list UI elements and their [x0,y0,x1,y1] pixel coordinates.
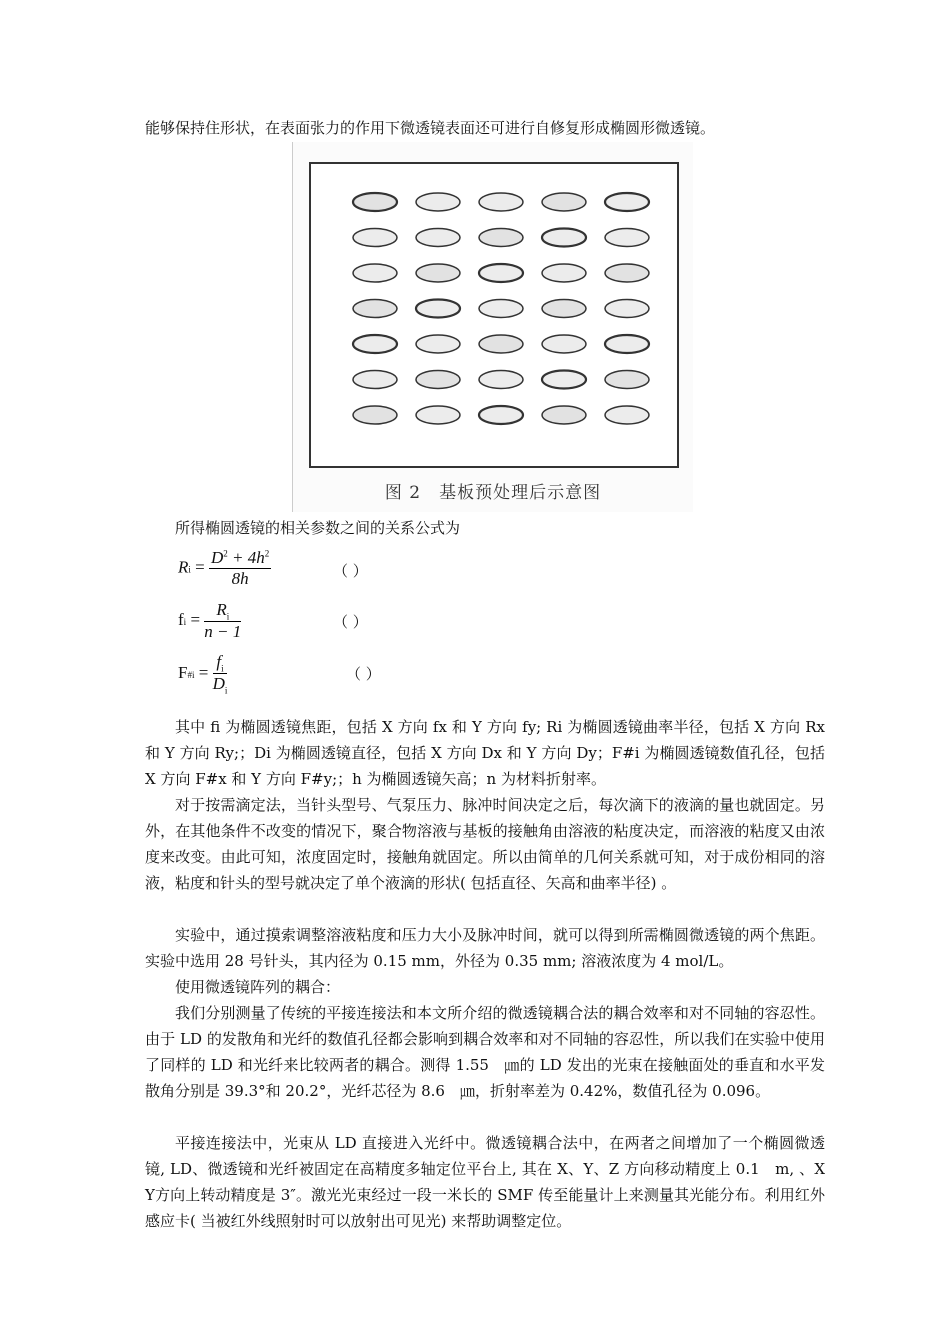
f1-fraction [209,548,271,589]
microlens-ellipse [542,335,586,353]
microlens-ellipse [353,300,397,318]
microlens-ellipse [479,229,523,247]
microlens-ellipse [479,264,523,282]
microlens-ellipse [605,371,649,389]
formula-fnumber: F#i = $\frac{f_i}{D_i}$ [178,652,228,696]
microlens-ellipse [605,406,649,424]
f2-eqno: （ ） [333,613,368,631]
microlens-ellipse [479,300,523,318]
formula-radius: Ri = $\frac{D^2 + 4h^2}{8h}$ [178,548,270,588]
paragraph-butt-coupling: 平接连接法中，光束从 LD 直接进入光纤中。微透镜耦合法中，在两者之间增加了一个椭圆微透镜, LD、微透镜和光纤被固定在高精度多轴定位平台上, 其在 X、Y、Z 方向移动精度上 0.1 m, 、X Y方向上转动精度是 3″。激光光束经过一段一米长的 SMF 传至能量计上来测量其光能分布。利用红外感应卡( 当被红外线照射时可以放射出可见光) 来帮助调整定位。 [145,1134,841,1230]
substrate-frame [309,162,679,468]
microlens-ellipse [353,193,397,211]
microlens-ellipse [479,406,523,424]
microlens-ellipse [542,193,586,211]
f1-lhs-sub: i [188,564,191,575]
figure-2 [292,142,693,512]
f3-eqno: （ ） [346,665,381,683]
microlens-ellipse [353,229,397,247]
microlens-ellipse [479,335,523,353]
microlens-ellipse [353,406,397,424]
f1-numerator: $D^2 + 4h^2$ [211,548,270,567]
microlens-ellipse [605,193,649,211]
paragraph-coupling-heading: 使用微透镜阵列的耦合： [175,978,341,996]
intro-line: 能够保持住形状，在表面张力的作用下微透镜表面还可进行自修复形成椭圆形微透镜。 [145,119,716,137]
microlens-ellipse [416,229,460,247]
f3-numerator: $f_i$ [213,652,228,674]
microlens-ellipse [416,371,460,389]
microlens-ellipse [542,229,586,247]
microlens-ellipse [479,371,523,389]
microlens-ellipse [416,264,460,282]
microlens-ellipse [479,193,523,211]
microlens-ellipse [416,406,460,424]
figure-caption: 图 2 基板预处理后示意图 [384,483,602,503]
microlens-ellipse [416,335,460,353]
microlens-ellipse [605,300,649,318]
microlens-ellipse [542,264,586,282]
f2-denominator: n − 1 [204,622,242,642]
microlens-ellipse [605,335,649,353]
microlens-array [311,164,677,466]
microlens-ellipse [542,371,586,389]
f1-lhs: R [178,557,189,577]
microlens-ellipse [542,300,586,318]
f1-denominator: 8h [231,569,249,588]
formula-focal: fi = $\frac{R_i}{n - 1}$ [178,600,242,642]
microlens-ellipse [542,406,586,424]
f3-denominator: $D_i$ [212,674,228,696]
microlens-ellipse [416,193,460,211]
f3-fraction [213,652,228,696]
microlens-ellipse [605,229,649,247]
microlens-ellipse [605,264,649,282]
paragraph-coupling-measure: 我们分别测量了传统的平接连接法和本文所介绍的微透镜耦合法的耦合效率和对不同轴的容忍性。由于 LD 的发散角和光纤的数值孔径都会影响到耦合效率和对不同轴的容忍性，所以我们在实验中使用了同样的 LD 和光纤来比较两者的耦合。测得 1.55 ㎛的 LD 发出的光束在接触面处的垂直和水平发散角分别是 39.3°和 20.2°，光纤芯径为 8.6 ㎛，折射率差为 0.42%，数值孔径为 0.096。 [145,1004,825,1100]
formula-intro: 所得椭圆透镜的相关参数之间的关系公式为 [175,519,461,537]
microlens-ellipse [353,371,397,389]
microlens-ellipse [353,335,397,353]
microlens-ellipse [416,300,460,318]
paragraph-dispensing: 对于按需滴定法，当针头型号、气泵压力、脉冲时间决定之后，每次滴下的液滴的量也就固定。另外，在其他条件不改变的情况下，聚合物溶液与基板的接触角由溶液的粘度决定，而溶液的粘度又由浓度来改变。由此可知，浓度固定时，接触角就固定。所以由简单的几何关系就可知，对于成份相同的溶液，粘度和针头的型号就决定了单个液滴的形状( 包括直径、矢高和曲率半径) 。 [145,796,825,892]
paragraph-definitions: 其中 fi 为椭圆透镜焦距，包括 X 方向 fx 和 Y 方向 fy; Ri 为椭圆透镜曲率半径，包括 X 方向 Rx 和 Y 方向 Ry;；Di 为椭圆透镜直径，包括 X 方向 Dx 和 Y 方向 Dy；F#i 为椭圆透镜数值孔径，包括 X 方向 F#x 和 Y 方向 F#y;；h 为椭圆透镜矢高；n 为材料折射率。 [145,718,825,788]
f1-eqno: （ ） [333,562,368,580]
f2-fraction [204,600,241,642]
microlens-ellipse [353,264,397,282]
paragraph-experiment: 实验中，通过摸索调整溶液粘度和压力大小及脉冲时间，就可以得到所需椭圆微透镜的两个焦距。实验中选用 28 号针头，其内径为 0.15 mm，外径为 0.35 mm; 溶液浓度为 4 mol/L。 [145,926,825,970]
f2-numerator: $R_i$ [204,600,241,622]
